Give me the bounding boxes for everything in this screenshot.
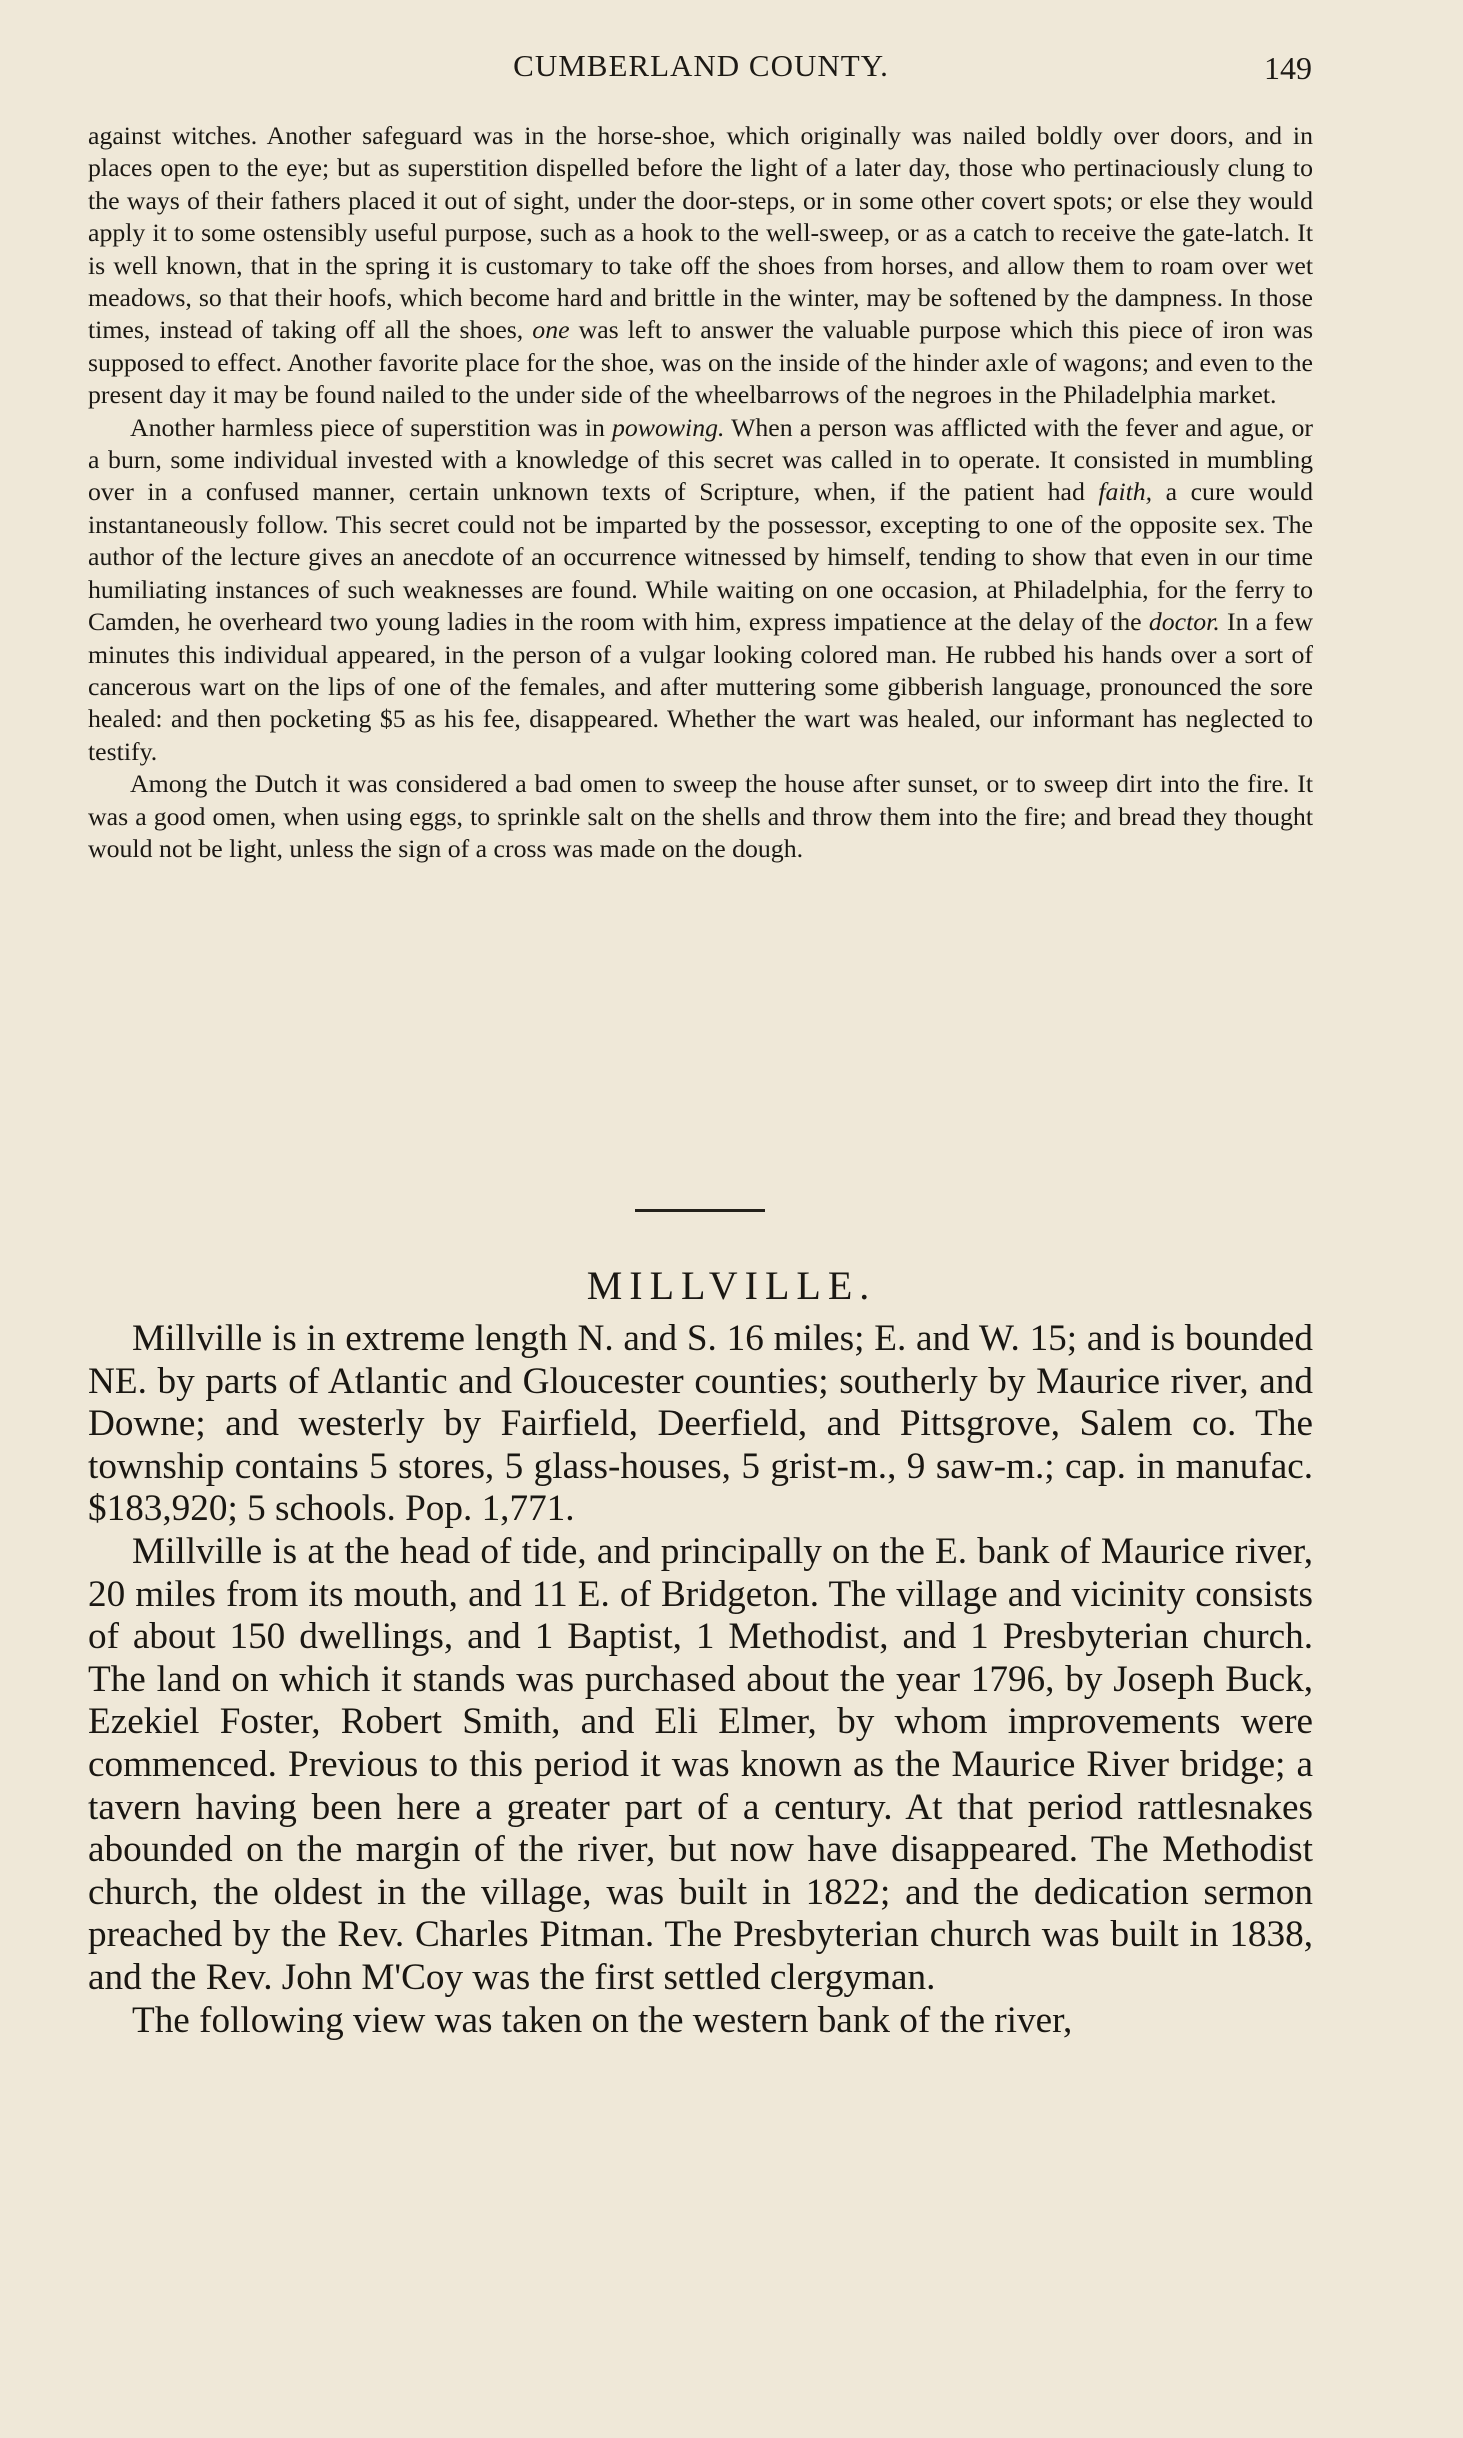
text-run: was left to answer the valuable purpose which this piece of iron was supposed to effect. Another favorite place for the shoe, was on the inside of the hinder axle of wagons; and even to the present day it may be found nailed to the under side of the wheelbarrows of the negroes in the Philadelphia market. [88, 315, 1313, 410]
superstitions-section [88, 120, 1313, 865]
running-head [90, 46, 1312, 96]
paragraph-township: Millville is in extreme length N. and S. 16 miles; E. and W. 15; and is bounded NE. by parts of Atlantic and Gloucester counties; southerly by Maurice river, and Downe; and westerly by Fairfield, Deerfield, and Pittsgrove, Salem co. The township contains 5 stores, 5 glass-houses, 5 grist-m., 9 saw-m.; cap. in manufac. $183,920; 5 schools. Pop. 1,771. [88, 1318, 1313, 1530]
italic-word: one [532, 315, 570, 345]
text-run: In a few minutes this individual appeared, in the person of a vulgar looking colored man. He rubbed his hands over a sort of cancerous wart on the lips of one of the females, and after muttering some gibberish language, pronounced the sore healed: and then pocketing $5 as his fee, disappeared. Whether the wart was healed, our informant has neglected to testify. [88, 607, 1313, 766]
millville-section [88, 1318, 1313, 2042]
text-run: against witches. Another safeguard was in the horse-shoe, which originally was nailed boldly over doors, and in places open to the eye; but as superstition dispelled before the light of a later day, those who pertinaciously clung to the ways of their fathers placed it out of sight, under the door-steps, or in some other covert spots; or else they would apply it to some ostensibly useful purpose, such as a hook to the well-sweep, or as a catch to receive the gate-latch. It is well known, that in the spring it is customary to take off the shoes from horses, and allow them to roam over wet meadows, so that their hoofs, which become hard and brittle in the winter, may be softened by the dampness. In those times, instead of taking off all the shoes, [88, 121, 1313, 345]
paragraph-powowing [88, 412, 1313, 768]
paragraph-village: Millville is at the head of tide, and principally on the E. bank of Maurice river, 20 miles from its mouth, and 11 E. of Bridgeton. The village and vicinity consists of about 150 dwellings, and 1 Baptist, 1 Methodist, and 1 Presbyterian church. The land on which it stands was purchased about the year 1796, by Joseph Buck, Ezekiel Foster, Robert Smith, and Eli Elmer, by whom improvements were commenced. Previous to this period it was known as the Maurice River bridge; a tavern having been here a greater part of a century. At that period rattlesnakes abounded on the margin of the river, but now have disappeared. The Methodist church, the oldest in the village, was built in 1822; and the dedication sermon preached by the Rev. Charles Pitman. The Presbyterian church was built in 1838, and the Rev. John M'Coy was the first settled clergyman. [88, 1530, 1313, 1998]
italic-word: doctor. [1148, 607, 1220, 637]
paragraph-horse-shoe [88, 120, 1313, 412]
text-run: Another harmless piece of superstition was in [130, 412, 605, 442]
italic-word: powowing. [611, 412, 725, 442]
section-title: MILLVILLE. [586, 1263, 877, 1308]
page-number: 149 [1264, 50, 1312, 86]
running-title: CUMBERLAND COUNTY. [513, 48, 889, 83]
section-divider [635, 1209, 765, 1212]
text-run: a cure would instantaneously follow. This secret could not be imparted by the possessor, excepting to one of the opposite sex. The author of the lecture gives an anecdote of an occurrence witnessed by himself, tending to show that even in our time humiliating instances of such weaknesses are found. While waiting on one occasion, at Philadelphia, for the ferry to Camden, he overheard two young ladies in the room with him, express impatience at the delay of the [88, 477, 1313, 637]
text-run: When a person was afflicted with the fever and ague, or a burn, some individual invested with a knowledge of this secret was called in to operate. It consisted in mumbling over in a confused manner, certain unknown texts of Scripture, when, if the patient had [88, 412, 1314, 507]
paragraph-view: The following view was taken on the western bank of the river, [132, 1999, 1073, 2041]
italic-word: faith, [1098, 477, 1153, 507]
paragraph-dutch-omens: Among the Dutch it was considered a bad omen to sweep the house after sunset, or to sweep dirt into the fire. It was a good omen, when using eggs, to sprinkle salt on the shells and throw them into the fire; and bread they thought would not be light, unless the sign of a cross was made on the dough. [88, 769, 1313, 863]
